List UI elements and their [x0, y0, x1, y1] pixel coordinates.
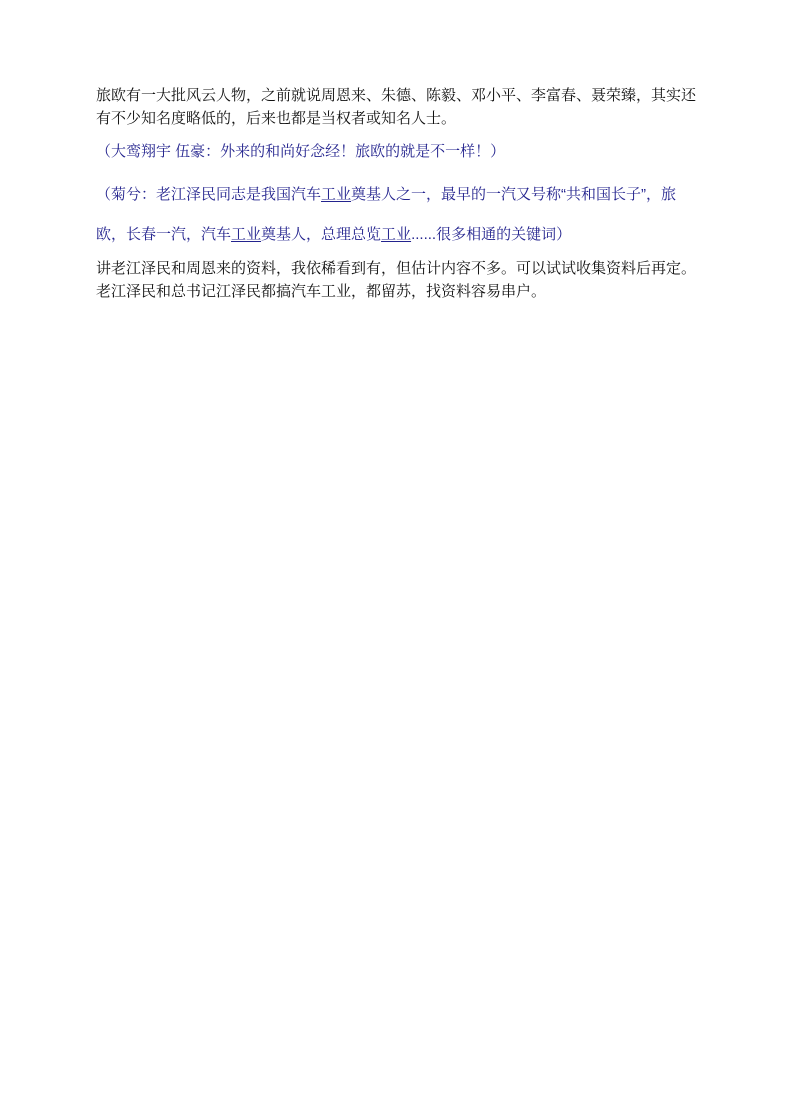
paragraph-comment-daluanxiangyu: （大鸾翔宇 伍豪：外来的和尚好念经！旅欧的就是不一样！）: [96, 143, 506, 160]
text-segment: （菊兮：老江泽民同志是我国汽车: [96, 186, 322, 203]
underlined-term-industry: 工业: [231, 226, 262, 243]
text-segment: ......很多相通的关键词）: [411, 226, 572, 243]
underlined-term-industry: 工业: [321, 186, 352, 203]
text-segment: 奠基人之一，最早的一汽又号称“共和国长子”，旅欧，长春一汽，汽车: [96, 186, 677, 243]
underlined-term-industry: 工业: [381, 226, 412, 243]
paragraph-plan: 讲老江泽民和周恩来的资料，我依稀看到有，但估计内容不多。可以试试收集资料后再定。老江泽民和总书记江泽民都搞汽车工业，都留苏，找资料容易串户。: [96, 260, 697, 300]
paragraph-comment-juxi: [96, 175, 704, 255]
paragraph-intro: 旅欧有一大批风云人物，之前就说周恩来、朱德、陈毅、邓小平、李富春、聂荣臻，其实还有不少知名度略低的，后来也都是当权者或知名人士。: [96, 87, 697, 127]
text-segment: 奠基人，总理总览: [261, 226, 382, 243]
